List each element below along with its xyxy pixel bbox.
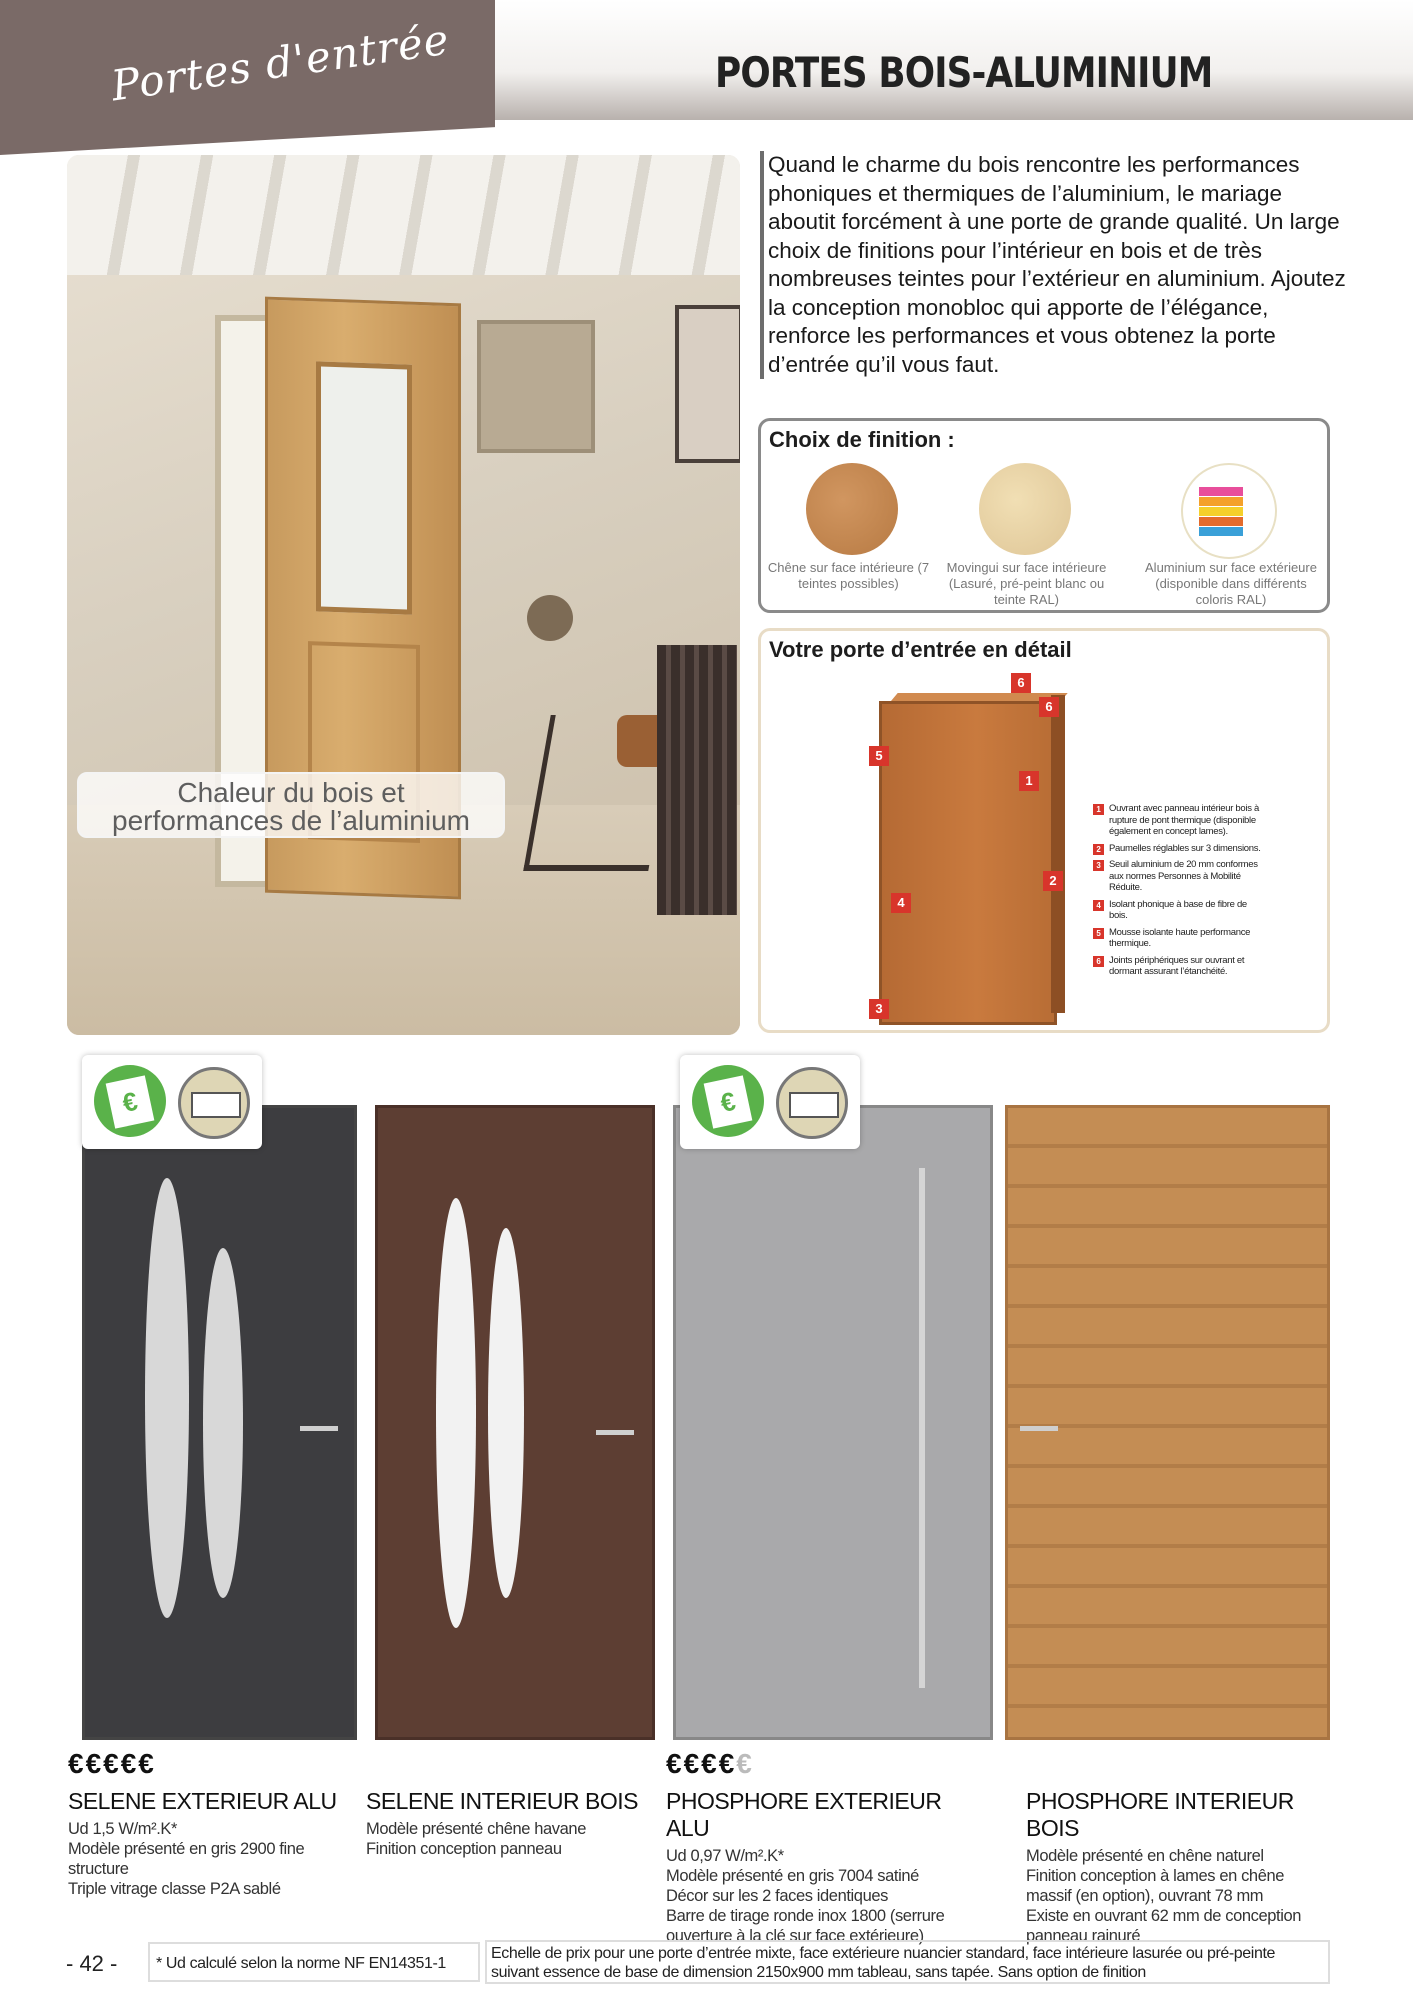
legend-item: 5 Mousse isolante haute performance thermique. [1093, 927, 1263, 950]
measuring-tape-icon [178, 1067, 250, 1139]
marker-4: 4 [891, 893, 911, 913]
ceiling-beams [67, 155, 740, 275]
product-selene-exterieur [68, 1748, 348, 1899]
door-glass-curve [203, 1248, 243, 1598]
product-selene-interieur [366, 1788, 646, 1859]
page-number: - 42 - [66, 1951, 118, 1976]
door-cutaway-diagram [879, 701, 1057, 1025]
marker-3: 3 [869, 999, 889, 1019]
hero-caption-line2: performances de l’aluminium [112, 805, 470, 836]
eco-energy-icon: € [692, 1065, 764, 1137]
product-line: Finition conception à lames en chêne massif (en option), ouvrant 78 mm [1026, 1867, 1285, 1905]
finish-label-aluminium: Aluminium sur face extérieure (disponible dans différents coloris RAL) [1145, 560, 1317, 607]
price-scale: €€€€€ [666, 1748, 754, 1779]
product-phosphore-exterieur [666, 1748, 966, 1946]
badge-group-2 [680, 1055, 860, 1149]
door-selene-interieur [375, 1105, 655, 1740]
door-selene-exterieur [82, 1105, 357, 1740]
hero-photo [67, 155, 740, 1035]
product-line: Barre de tirage ronde inox 1800 (serrure ouverture à la clé sur face extérieure) [666, 1907, 945, 1945]
product-line: Ud 0,97 W/m².K* [666, 1847, 784, 1865]
product-phosphore-interieur [1026, 1788, 1326, 1946]
door-glass-curve [436, 1198, 476, 1628]
finish-label-movingui: Movingui sur face intérieure (Lasuré, pré-peint blanc ou teinte RAL) [946, 560, 1107, 607]
legend-item: 4 Isolant phonique à base de fibre de bois. [1093, 899, 1263, 922]
product-line: Modèle présenté chêne havane [366, 1820, 586, 1838]
hero-caption-line1: Chaleur du bois et [177, 777, 405, 808]
radiator [657, 645, 737, 915]
price-scale-note: Echelle de prix pour une porte d’entrée mixte, face extérieure nuancier standard, face intérieure lasurée ou pré-peinte suivant essence de base de dimension 2150x900 mm tableau, sans tapée. Sans option de finition [485, 1940, 1330, 1984]
product-line: Modèle présenté en gris 7004 satiné [666, 1867, 919, 1885]
price-scale: €€€€€ [68, 1748, 156, 1779]
door-detail-box [758, 628, 1330, 1033]
product-line: Finition conception panneau [366, 1840, 562, 1858]
product-name: PHOSPHORE INTERIEUR BOIS [1026, 1788, 1294, 1841]
legend-item: 2 Paumelles réglables sur 3 dimensions. [1093, 843, 1263, 855]
product-name: SELENE INTERIEUR BOIS [366, 1788, 638, 1814]
section-script-title: Portes d'entrée [108, 14, 453, 111]
door-glass-curve [488, 1228, 524, 1598]
movingui-swatch [979, 463, 1071, 555]
legend-item: 6 Joints périphériques sur ouvrant et dormant assurant l’étanchéité. [1093, 955, 1263, 978]
product-line: Décor sur les 2 faces identiques [666, 1887, 888, 1905]
door-phosphore-exterieur [673, 1105, 993, 1740]
wall-cabinet [477, 320, 595, 453]
oak-swatch [806, 463, 898, 555]
door-handle [596, 1430, 634, 1435]
finish-choice-box [758, 418, 1330, 613]
product-line: Triple vitrage classe P2A sablé [68, 1880, 281, 1898]
measuring-tape-icon [776, 1067, 848, 1139]
page-title: PORTES BOIS-ALUMINIUM [715, 48, 1213, 97]
wall-picture [675, 305, 740, 463]
product-line: Modèle présenté en gris 2900 fine structure [68, 1840, 305, 1878]
intro-text: Quand le charme du bois rencontre les performances phoniques et thermiques de l’aluminium, le mariage aboutit forcément à une porte de grande qualité. Un large choix de finitions pour l’intérieur en bois et de très nombreuses teintes pour l’extérieur en aluminium. Ajoutez la conception monobloc qui apporte de l’élégance, renforce les performances et vous obtenez la porte d’entrée qu’il vous faut. [760, 151, 1350, 379]
finish-label-oak: Chêne sur face intérieure (7 teintes possibles) [767, 560, 930, 591]
legend-item: 1 Ouvrant avec panneau intérieur bois à rupture de pont thermique (disponible également en concept lames). [1093, 803, 1263, 838]
door-cutaway-edge [1051, 695, 1065, 1013]
ral-color-fan-icon [1181, 463, 1277, 559]
plant-pot [527, 595, 573, 641]
door-glass-panel [316, 361, 412, 614]
door-phosphore-interieur [1005, 1105, 1330, 1740]
hero-caption [77, 772, 505, 838]
eco-energy-icon: € [94, 1065, 166, 1137]
detail-legend [1093, 803, 1263, 983]
door-handle [300, 1426, 338, 1431]
marker-1: 1 [1019, 771, 1039, 791]
product-line: Existe en ouvrant 62 mm de conception panneau rainuré [1026, 1907, 1302, 1945]
marker-2: 2 [1043, 871, 1063, 891]
product-name: SELENE EXTERIEUR ALU [68, 1788, 337, 1814]
marker-5: 5 [869, 746, 889, 766]
finish-choice-title: Choix de finition : [769, 427, 955, 452]
badge-group-1 [82, 1055, 262, 1149]
marker-6a: 6 [1011, 673, 1031, 693]
door-handle [1020, 1426, 1058, 1431]
product-line: Ud 1,5 W/m².K* [68, 1820, 178, 1838]
pull-bar [919, 1168, 925, 1688]
product-name: PHOSPHORE EXTERIEUR ALU [666, 1788, 942, 1841]
door-glass-curve [145, 1178, 189, 1618]
footnote: * Ud calculé selon la norme NF EN14351-1 [148, 1942, 480, 1982]
door-detail-title: Votre porte d’entrée en détail [769, 637, 1072, 662]
legend-item: 3 Seuil aluminium de 20 mm conformes aux normes Personnes à Mobilité Réduite. [1093, 859, 1263, 894]
marker-6b: 6 [1039, 697, 1059, 717]
product-line: Modèle présenté en chêne naturel [1026, 1847, 1264, 1865]
